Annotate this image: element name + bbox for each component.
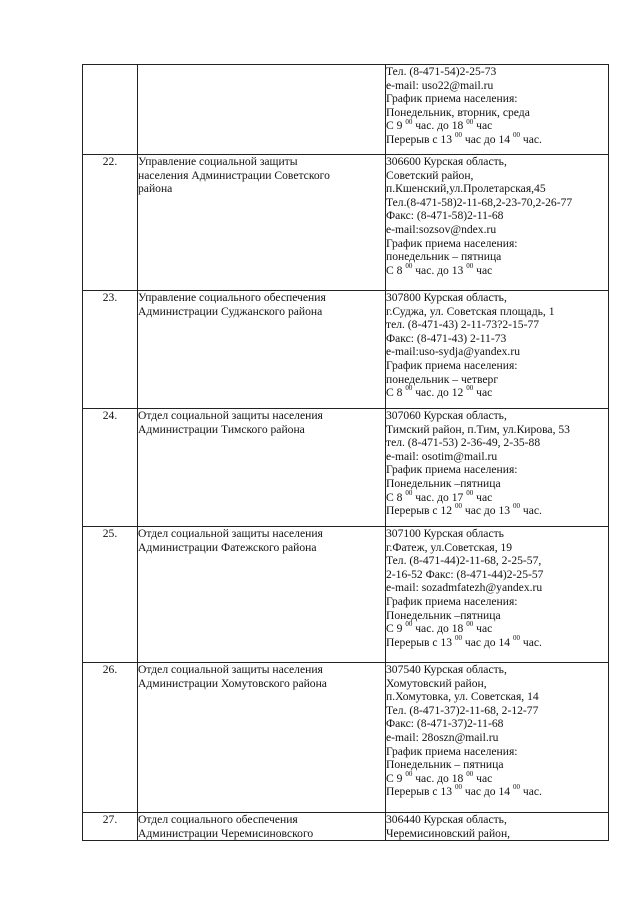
contact-info-line [386,622,608,636]
organization-name [138,291,386,409]
contact-info-line [386,386,608,400]
contact-info [386,65,609,155]
row-number: 24. [83,409,138,527]
contact-info-line [386,261,608,278]
schedule-text: час. до 18 [412,119,467,133]
contact-info-line: г.Фатеж, ул.Советская, 19 [386,540,513,554]
organization-name-line: Отдел социального обеспечения [138,813,298,826]
contact-info-line: п.Кшенский,ул.Пролетарская,45 [386,182,546,196]
organization-name-line: Администрации Черемисиновского [138,826,314,840]
schedule-text: час [473,263,493,277]
contact-info-line: тел. (8-471-53) 2-36-49, 2-35-88 [386,436,541,450]
contact-info-line: Черемисиновский район, [386,826,511,840]
schedule-text: Перерыв с 13 [386,132,455,146]
schedule-text: С 8 [386,263,406,277]
minutes-superscript: 00 [466,769,474,778]
schedule-text: С 9 [386,771,406,785]
row-number: 25. [83,527,138,663]
contact-info-line: Понедельник –пятница [386,608,501,622]
organization-name-line: Администрации Хомутовского района [138,676,327,690]
organization-name [138,409,386,527]
contact-info-line: e-mail: 28oszn@mail.ru [386,730,499,744]
contact-info [386,813,609,841]
contact-info-line: Факс: (8-471-58)2-11-68 [386,209,504,223]
organization-name-line: Отдел социальной защиты населения [138,527,323,540]
schedule-text: час. до 12 [412,386,467,400]
minutes-superscript: 00 [454,131,462,140]
contact-info-line: График приема населения: [386,594,518,608]
contact-info [386,291,609,409]
minutes-superscript: 00 [454,783,462,792]
organization-name-line: Администрации Тимского района [138,422,305,436]
schedule-text: час до 14 [461,132,513,146]
minutes-superscript: 00 [466,384,474,393]
contact-info-line: 307800 Курская область, [386,291,507,304]
contact-info-line: График приема населения: [386,358,518,372]
schedule-text: С 9 [386,119,406,133]
contact-info-line: Факс: (8-471-43) 2-11-73 [386,331,507,345]
organization-name [138,155,386,291]
row-number: 23. [83,291,138,409]
schedule-text: час [473,119,493,133]
contact-info-line: Тел. (8-471-37)2-11-68, 2-12-77 [386,703,539,717]
organization-name [138,813,386,841]
contact-info-line: Понедельник –пятница [386,476,501,490]
contact-info-line: понедельник – пятница [386,250,502,264]
schedule-text: час. до 18 [412,771,467,785]
minutes-superscript: 00 [466,620,474,629]
schedule-text: Перерыв с 12 [386,504,455,518]
minutes-superscript: 00 [405,117,413,126]
contact-info-line: 2-16-52 Факс: (8-471-44)2-25-57 [386,567,544,581]
table-row [83,663,609,813]
organization-name [138,65,386,155]
contact-info-line: Тел. (8-471-44)2-11-68, 2-25-57, [386,554,542,568]
contact-info-line: г.Суджа, ул. Советская площадь, 1 [386,304,555,318]
agencies-table [82,64,609,841]
minutes-superscript: 00 [512,131,520,140]
table-row [83,155,609,291]
minutes-superscript: 00 [466,117,474,126]
schedule-text: час. до 13 [412,263,467,277]
organization-name-line: Администрации Суджанского района [138,304,323,318]
schedule-text: час. [519,785,542,799]
contact-info-line: e-mail: osotim@mail.ru [386,449,498,463]
minutes-superscript: 00 [405,620,413,629]
minutes-superscript: 00 [466,261,474,270]
contact-info-line: e-mail:uso-sydja@yandex.ru [386,345,520,359]
row-number: 26. [83,663,138,813]
contact-info-line: Факс: (8-471-37)2-11-68 [386,717,504,731]
contact-info [386,527,609,663]
minutes-superscript: 00 [405,769,413,778]
contact-info-line: e-mail: sozadmfatezh@yandex.ru [386,581,543,595]
contact-info-line: График приема населения: [386,744,518,758]
row-number: 27. [83,813,138,841]
schedule-text: Перерыв с 13 [386,785,455,799]
table-row [83,527,609,663]
contact-info-line: п.Хомутовка, ул. Советская, 14 [386,690,539,704]
minutes-superscript: 00 [512,502,520,511]
table-row [83,65,609,155]
contact-info-line [386,785,608,799]
contact-info-line: Понедельник – пятница [386,758,504,772]
row-number: 22. [83,155,138,291]
schedule-text: час до 14 [461,785,513,799]
schedule-text: С 9 [386,622,406,636]
minutes-superscript: 00 [512,783,520,792]
contact-info [386,409,609,527]
organization-name-line: Отдел социальной защиты населения [138,409,323,422]
schedule-text: час. [519,504,542,518]
organization-name-line: Управление социального обеспечения [138,291,326,304]
contact-info-line [386,488,608,505]
contact-info-line: График приема населения: [386,236,518,250]
schedule-text: час [473,622,493,636]
schedule-text: С 8 [386,490,406,504]
schedule-text: час [473,490,493,504]
organization-name-line: Управление социальной защиты [138,155,298,168]
contact-info-line [386,133,608,147]
row-number [83,65,138,155]
agencies-table-body [83,65,609,841]
organization-name [138,527,386,663]
contact-info-line: График приема населения: [386,92,518,106]
contact-info-line: 306600 Курская область, [386,155,507,168]
table-row [83,409,609,527]
table-row [83,813,609,841]
schedule-text: час. до 17 [412,490,467,504]
contact-info-line: Тел.(8-471-58)2-11-68,2-23-70,2-26-77 [386,195,573,209]
contact-info-line: Тимский район, п.Тим, ул.Кирова, 53 [386,422,570,436]
contact-info-line: Советский район, [386,168,474,182]
schedule-text: час до 14 [461,635,513,649]
schedule-text: час [473,386,493,400]
contact-info-line: 306440 Курская область, [386,813,507,826]
organization-name-line: населения Администрации Советского [138,168,330,182]
contact-info [386,155,609,291]
organization-name [138,663,386,813]
schedule-text: Перерыв с 13 [386,635,455,649]
organization-name-line: района [138,182,173,196]
schedule-text: час до 13 [461,504,513,518]
contact-info-line: тел. (8-471-43) 2-11-73?2-15-77 [386,318,540,332]
minutes-superscript: 00 [405,261,413,270]
minutes-superscript: 00 [454,502,462,511]
contact-info-line: 307100 Курская область [386,527,504,540]
contact-info [386,663,609,813]
schedule-text: С 8 [386,386,406,400]
schedule-text: час. [519,132,542,146]
contact-info-line: 307540 Курская область, [386,663,507,676]
schedule-text: час [473,771,493,785]
contact-info-line [386,769,608,786]
contact-info-line [386,504,608,518]
organization-name-line: Отдел социальной защиты населения [138,663,323,676]
contact-info-line: e-mail: uso22@mail.ru [386,78,494,92]
minutes-superscript: 00 [405,488,413,497]
contact-info-line: понедельник – четверг [386,372,499,386]
schedule-text: час. до 18 [412,622,467,636]
minutes-superscript: 00 [466,488,474,497]
contact-info-line [386,633,608,650]
schedule-text: час. [519,635,542,649]
contact-info-line: Тел. (8-471-54)2-25-73 [386,65,497,78]
minutes-superscript: 00 [454,633,462,642]
table-row [83,291,609,409]
contact-info-line [386,119,608,133]
contact-info-line: График приема населения: [386,463,518,477]
contact-info-line: Понедельник, вторник, среда [386,105,530,119]
organization-name-line: Администрации Фатежского района [138,540,317,554]
minutes-superscript: 00 [512,633,520,642]
contact-info-line: Хомутовский район, [386,676,487,690]
contact-info-line: e-mail:sozsov@ndex.ru [386,222,497,236]
contact-info-line: 307060 Курская область, [386,409,507,422]
minutes-superscript: 00 [405,384,413,393]
